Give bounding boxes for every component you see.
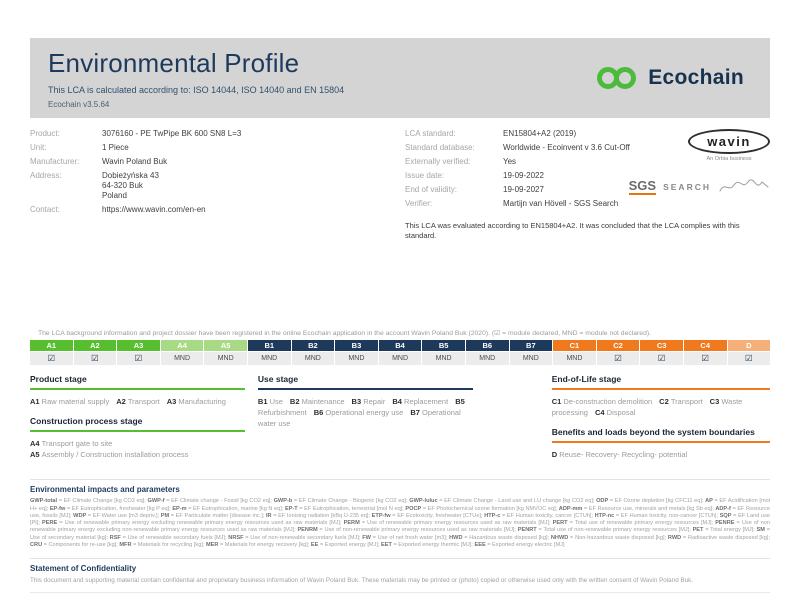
lca-info-value: Martijn van Hövell - SGS Search [503, 199, 619, 208]
definition-item: PENRE = Use of non renewable primary energy excluding non-renewable primary energy resources used as raw materials [MJ]; [30, 520, 770, 534]
definition-item: ADP-f = EF Resource use, fossils [MJ]; [30, 505, 770, 519]
definition-abbr: PM [160, 512, 170, 519]
definition-abbr: ODP [596, 498, 609, 505]
wavin-tagline: An Orbia business [706, 156, 752, 162]
definition-item: IR = EF Ionising radiation [kBq U-235 eq]; [265, 512, 372, 519]
definition-abbr: FW [362, 534, 371, 541]
sgs-wordmark: SGS [629, 179, 656, 195]
info-section [30, 129, 770, 241]
legend-title-use: Use stage [257, 373, 299, 384]
lca-info-value: Yes [503, 157, 517, 166]
legend-item-C2 [659, 397, 703, 406]
legend-item-A5 [30, 449, 245, 460]
legend-item-label: Transport [670, 396, 703, 406]
legend-item-label: Reuse- Recovery- Recycling- potential [559, 450, 688, 459]
legend-rule-benefits [552, 441, 770, 443]
legend-item-label: Refurbishment [257, 407, 307, 417]
stage-section [30, 329, 770, 470]
legend-column-product [30, 374, 245, 470]
stage-status-A3: ☑ [117, 352, 160, 365]
definition-item: ADP-mm = EF Resource use, minerals and metals [kg Sb eq]; [558, 505, 716, 512]
legend-item-label: Maintenance [301, 396, 345, 406]
stage-cell-B5: B5 [422, 340, 465, 351]
definition-abbr: WDP [73, 512, 87, 519]
legend-item-code: B5 [455, 396, 465, 406]
lca-info-label: Externally verified: [405, 157, 471, 166]
definition-item: ETP-fw = EF Ecotoxicity, freshwater [CTUe]; [371, 512, 485, 519]
definition-item: GWP-luluc = EF Climate Change - Land use and LU change [kg CO2 eq]; [409, 498, 597, 505]
verifier-signature-icon [718, 178, 770, 196]
definition-item: NHWD = Non-hazardous waste disposed [kg]; [550, 534, 668, 541]
definition-abbr: EEE [474, 541, 486, 548]
product-info-row [30, 205, 405, 215]
legend-item-code: A1 [30, 396, 42, 406]
search-wordmark: SEARCH [663, 182, 711, 192]
wavin-logo-oval [688, 129, 770, 154]
definition-abbr: HTP-nc [594, 512, 615, 519]
stage-cell-A4: A4 [161, 340, 204, 351]
ecochain-logo [594, 65, 744, 91]
legend-item-B6 [314, 408, 404, 417]
definition-abbr: EP-fw [49, 505, 66, 512]
definition-item: MFR = Materials for recycling [kg]; [119, 541, 206, 548]
legend-item-code: B1 [257, 396, 270, 406]
lca-info-row [405, 185, 652, 195]
definition-abbr: EP-m [172, 505, 187, 512]
legend-item-label: Manufacturing [178, 396, 226, 406]
definition-item: HTP-c = EF Human toxicity, cancer [CTUh]; [484, 512, 595, 519]
definition-abbr: HWD [449, 534, 463, 541]
definition-abbr: SM [756, 527, 765, 534]
product-info-label: Address: [30, 171, 62, 180]
app-version: Ecochain v3.5.64 [48, 99, 110, 109]
definition-abbr: HTP-c [484, 512, 501, 519]
definition-item: EEE = Exported energy electric [MJ] [474, 541, 565, 548]
definition-item: EET = Exported energy thermic [MJ]; [381, 541, 475, 548]
stage-table [30, 340, 770, 365]
legend-item-B2 [290, 397, 345, 406]
lca-info-row [405, 129, 652, 139]
header-text-block [48, 48, 344, 109]
legend-item-code: A2 [116, 396, 128, 406]
legend-items-product [30, 396, 245, 407]
evaluation-note: This LCA was evaluated according to EN15804+A2. It was concluded that the LCA complies with this standard. [405, 221, 740, 240]
legend-item-code: A4 [30, 438, 42, 448]
definition-item: NRSF = Use of non-renewable secondary fuels [MJ]; [228, 534, 363, 541]
product-info-row [30, 143, 405, 153]
definition-item: SM = Use of secondary material [kg]; [30, 527, 770, 541]
product-info-row [30, 129, 405, 139]
ecochain-wordmark: Ecochain [648, 66, 744, 89]
legend-group-construction [30, 416, 245, 461]
legend-item-code: B7 [410, 407, 422, 417]
definition-abbr: IR [265, 512, 272, 519]
legend-item-code: C2 [659, 396, 671, 406]
legend-item-label: Use [269, 396, 283, 406]
lca-info-label: Verifier: [405, 199, 433, 208]
definition-item: SQP = EF Land use [Pt]; [30, 512, 770, 527]
confidentiality-text: This document and supporting material contain confidential and proprietary business information of Wavin Poland Buk. These materials may be printed or (photo) copied or otherwise used only with the written consent of Wavin Poland Buk. [30, 577, 770, 593]
header-band [30, 38, 770, 118]
definition-abbr: GWP-luluc [409, 498, 438, 505]
product-info-label: Manufacturer: [30, 157, 80, 166]
stage-cell-C3: C3 [640, 340, 683, 351]
definition-item: GWP-b = EF Climate Change - Biogenic [kg CO2 eq]; [273, 498, 410, 505]
legend-column-eol [552, 374, 770, 470]
definition-abbr: PERE [42, 520, 58, 527]
product-info-label: Product: [30, 129, 60, 138]
legend-item-label: Assembly / Construction installation process [41, 450, 189, 459]
legend-group-product [30, 374, 245, 407]
legend-items-use [258, 396, 473, 430]
wavin-wordmark: wavin [707, 134, 751, 149]
definition-abbr: MER [205, 541, 219, 548]
legend-item-A3 [167, 397, 226, 406]
contact-link[interactable]: https://www.wavin.com/en-en [102, 205, 206, 214]
definition-item: GWP-f = EF Climate change - Fossil [kg CO2 eq]; [147, 498, 274, 505]
definition-abbr: PET [692, 527, 704, 534]
product-info-row [30, 171, 405, 201]
definition-abbr: GWP-f [147, 498, 165, 505]
product-info-row [30, 157, 405, 167]
definition-item: RSF = Use of renewable secondary fuels [MJ]; [109, 534, 229, 541]
definition-abbr: PENRM [297, 527, 318, 534]
legend-title-eol: End-of-Life stage [551, 373, 622, 384]
lca-info-label: End of validity: [405, 185, 458, 194]
definition-item: PENRT = Total use of non-renewable primary energy resources [MJ]; [517, 527, 693, 534]
legend-item-code: A5 [30, 450, 42, 459]
definition-abbr: NRSF [228, 534, 244, 541]
legend-item-C4 [595, 408, 635, 417]
stage-cell-C4: C4 [684, 340, 727, 351]
definition-item: EP-fw = EF Eutrophication, freshwater [kg P eq]; [49, 505, 173, 512]
lca-info-label: Issue date: [405, 171, 445, 180]
stage-status-A1: ☑ [30, 352, 73, 365]
stage-status-C2: ☑ [597, 352, 640, 365]
legend-items-benefits [552, 449, 770, 460]
legend-rule-eol [552, 388, 770, 390]
legend-item-label: Replacement [403, 396, 449, 406]
legend-item-label: Disposal [606, 407, 636, 417]
definition-item: PERE = Use of renewable primary energy excluding renewable primary energy resources used as raw materials [MJ]; [42, 520, 344, 527]
stage-cell-A5: A5 [204, 340, 247, 351]
product-info-label: Contact: [30, 205, 60, 214]
product-info-table [30, 129, 405, 241]
legend-items-construction [30, 438, 245, 461]
legend-item-B3 [352, 397, 386, 406]
legend-item-code: A3 [166, 396, 179, 406]
product-info-value: 3076160 - PE TwPipe BK 600 SN8 L=3 [102, 129, 242, 138]
legend-item-label: De-construction demolition [563, 396, 653, 406]
stage-cell-B2: B2 [292, 340, 335, 351]
definition-item: EP-T = EF Eutrophication, terrestrial [mol N eq]; [284, 505, 406, 512]
stage-cell-D: D [728, 340, 771, 351]
definition-item: FW = Use of net fresh water [m3]; [362, 534, 450, 541]
page-title: Environmental Profile [48, 47, 300, 78]
stage-cell-B4: B4 [379, 340, 422, 351]
legend-rule-construction [30, 430, 245, 432]
legend-group-use [258, 374, 473, 430]
legend-rule-use [258, 388, 473, 390]
legend-item-code: B4 [392, 396, 404, 406]
stage-cell-C2: C2 [597, 340, 640, 351]
legend-group-benefits [552, 427, 770, 460]
stage-cell-A3: A3 [117, 340, 160, 351]
stage-cell-B3: B3 [335, 340, 378, 351]
legend-item-code: B3 [351, 396, 364, 406]
definition-item: PET = Total energy [MJ]; [692, 527, 757, 534]
lca-info-table [405, 129, 652, 213]
lca-info-row [405, 171, 652, 181]
stage-status-B4: MND [379, 352, 422, 365]
registration-note: The LCA background information and project dossier have been registered in the online Ecochain application in the account Wavin Poland Buk (2020). (☑ = module declared, MND = module not declared). [38, 329, 652, 337]
product-info-value-line: Dobieżyńska 43 [102, 171, 159, 180]
lca-info-row [405, 199, 652, 209]
legend-item-code: D [551, 450, 560, 459]
stage-cell-B7: B7 [510, 340, 553, 351]
stage-status-D: ☑ [728, 352, 771, 365]
legend-title-construction: Construction process stage [30, 415, 143, 426]
definition-item: MER = Materials for energy recovery [kg]; [205, 541, 311, 548]
legend-title-benefits: Benefits and loads beyond the system boundaries [551, 427, 755, 437]
definition-item: AP = EF Acidification [mol H+ eq]; [30, 498, 770, 512]
product-info-label: Unit: [30, 143, 47, 152]
legend-item-code: C4 [594, 407, 607, 417]
legend-item-code: C3 [709, 396, 722, 406]
product-info-value: 1 Piece [102, 143, 129, 152]
lca-info-value: Worldwide - Ecoinvent v 3.6 Cut-Off [503, 143, 630, 152]
legend-item-code: B6 [313, 407, 326, 417]
definition-abbr: RSF [109, 534, 121, 541]
definition-item: HTP-nc = EF Human toxicity, non-cancer [CTUh]; [594, 512, 720, 519]
confidentiality-section [30, 558, 770, 593]
stage-status-A5: MND [204, 352, 247, 365]
stage-header-row [30, 340, 770, 351]
definition-abbr: SQP [719, 512, 732, 519]
definition-abbr: PERT [552, 520, 568, 527]
lca-info-value: 19-09-2022 [503, 171, 544, 180]
definition-item: EE = Exported energy [MJ]; [310, 541, 382, 548]
definition-item: PENRM = Use of non-renewable primary energy resources used as raw materials [MJ]; [297, 527, 518, 534]
definition-item: EP-m = EF Eutrophication, marine [kg N eq]; [172, 505, 285, 512]
product-info-value: Wavin Poland Buk [102, 157, 168, 166]
stage-cell-C1: C1 [553, 340, 596, 351]
definition-abbr: EET [381, 541, 392, 548]
legend-item-label: Repair [363, 396, 386, 406]
legend-item-C1 [552, 397, 652, 406]
stage-cell-A2: A2 [74, 340, 117, 351]
definition-abbr: GWP-total [30, 498, 58, 505]
definition-item: GWP-total = EF Climate Change [kg CO2 eq]; [30, 498, 148, 505]
legend-item-code: B2 [289, 396, 302, 406]
legend-item-A1 [30, 397, 109, 406]
logos-column [628, 129, 770, 213]
stage-cell-B1: B1 [248, 340, 291, 351]
definition-abbr: POCP [405, 505, 422, 512]
definition-item: WDP = EF Water use [m3 depriv.]; [73, 512, 161, 519]
definition-item: POCP = EF Photochemical ozone formation [kg NMVOC eq]; [405, 505, 559, 512]
definition-abbr: PENRE [715, 520, 735, 527]
legend-item-A4 [30, 438, 245, 449]
definition-abbr: NHWD [550, 534, 569, 541]
lca-info-label: Standard database: [405, 143, 475, 152]
stage-status-B3: MND [335, 352, 378, 365]
stage-cell-B6: B6 [466, 340, 509, 351]
lca-info-block [405, 129, 770, 241]
legend-column-use [258, 374, 473, 470]
impacts-title: Environmental impacts and parameters [30, 485, 180, 495]
stage-status-B5: MND [422, 352, 465, 365]
definition-abbr: ADP-f [715, 505, 731, 512]
definition-item: PM = EF Particulate matter [disease inc.]; [160, 512, 266, 519]
legend-item-label: Raw material supply [41, 396, 110, 406]
stage-status-B2: MND [292, 352, 335, 365]
product-info-value-line: 64-320 Buk [102, 181, 143, 190]
lca-info-label: LCA standard: [405, 129, 456, 138]
legend-group-eol [552, 374, 770, 419]
page-subtitle: This LCA is calculated according to: ISO 14044, ISO 14040 and EN 15804 [48, 84, 345, 95]
legend-item-label: Operational water use [257, 407, 461, 428]
impacts-section [30, 479, 770, 549]
lca-info-row [405, 143, 652, 153]
stage-status-A4: MND [161, 352, 204, 365]
definition-abbr: PENRT [517, 527, 537, 534]
stage-cell-A1: A1 [30, 340, 73, 351]
confidentiality-title: Statement of Confidentiality [30, 564, 137, 574]
legend-item-label: Transport [127, 396, 160, 406]
legend-item-label: Operational energy use [325, 407, 404, 417]
definition-abbr: RWD [667, 534, 682, 541]
stage-status-C1: MND [553, 352, 596, 365]
document-page [0, 38, 800, 604]
definition-item: CRU = Components for re-use [kg]; [30, 541, 120, 548]
stage-status-B6: MND [466, 352, 509, 365]
legend-rule-product [30, 388, 245, 390]
sgs-search-logo [629, 178, 770, 196]
definition-item: ODP = EF Ozone depletion [kg CFC11 eq]; [596, 498, 706, 505]
definition-item: RWD = Radioactive waste disposed [kg]; [667, 534, 771, 541]
legend-item-B1 [258, 397, 283, 406]
definitions-paragraph [30, 498, 770, 549]
stage-legend [30, 374, 770, 470]
lca-info-value: 19-09-2027 [503, 185, 544, 194]
definition-abbr: AP [705, 498, 713, 505]
definition-abbr: EP-T [284, 505, 298, 512]
stage-status-C4: ☑ [684, 352, 727, 365]
legend-item-code: C1 [551, 396, 564, 406]
lca-info-value: EN15804+A2 (2019) [503, 129, 577, 138]
definition-abbr: MFR [119, 541, 132, 548]
stage-status-B7: MND [510, 352, 553, 365]
definition-item: PERT = Total use of renewable primary energy resources [MJ]; [552, 520, 716, 527]
legend-item-A2 [116, 397, 160, 406]
stage-status-row [30, 352, 770, 365]
definition-item: HWD = Hazardous waste disposed [kg]; [449, 534, 551, 541]
product-info-value-line: Poland [102, 191, 127, 200]
definition-item: PERM = Use of renewable primary energy resources used as raw materials [MJ]; [343, 520, 553, 527]
definition-abbr: GWP-b [273, 498, 293, 505]
legend-item-label: Transport gate to site [41, 438, 113, 448]
definition-abbr: ADP-mm [558, 505, 583, 512]
legend-item-D [552, 450, 687, 459]
definition-abbr: CRU [30, 541, 43, 548]
stage-status-B1: MND [248, 352, 291, 365]
stage-status-A2: ☑ [74, 352, 117, 365]
legend-item-B4 [392, 397, 448, 406]
ecochain-infinity-icon [594, 65, 640, 91]
product-info-value [102, 171, 159, 201]
definition-abbr: PERM [343, 520, 360, 527]
legend-title-product: Product stage [30, 373, 87, 384]
definition-abbr: ETP-fw [371, 512, 391, 519]
legend-items-eol [552, 396, 770, 419]
lca-info-row [405, 157, 652, 167]
stage-status-C3: ☑ [640, 352, 683, 365]
legend-item-label: Waste processing [551, 396, 743, 417]
definition-abbr: EE [310, 541, 319, 548]
wavin-logo [688, 129, 770, 162]
